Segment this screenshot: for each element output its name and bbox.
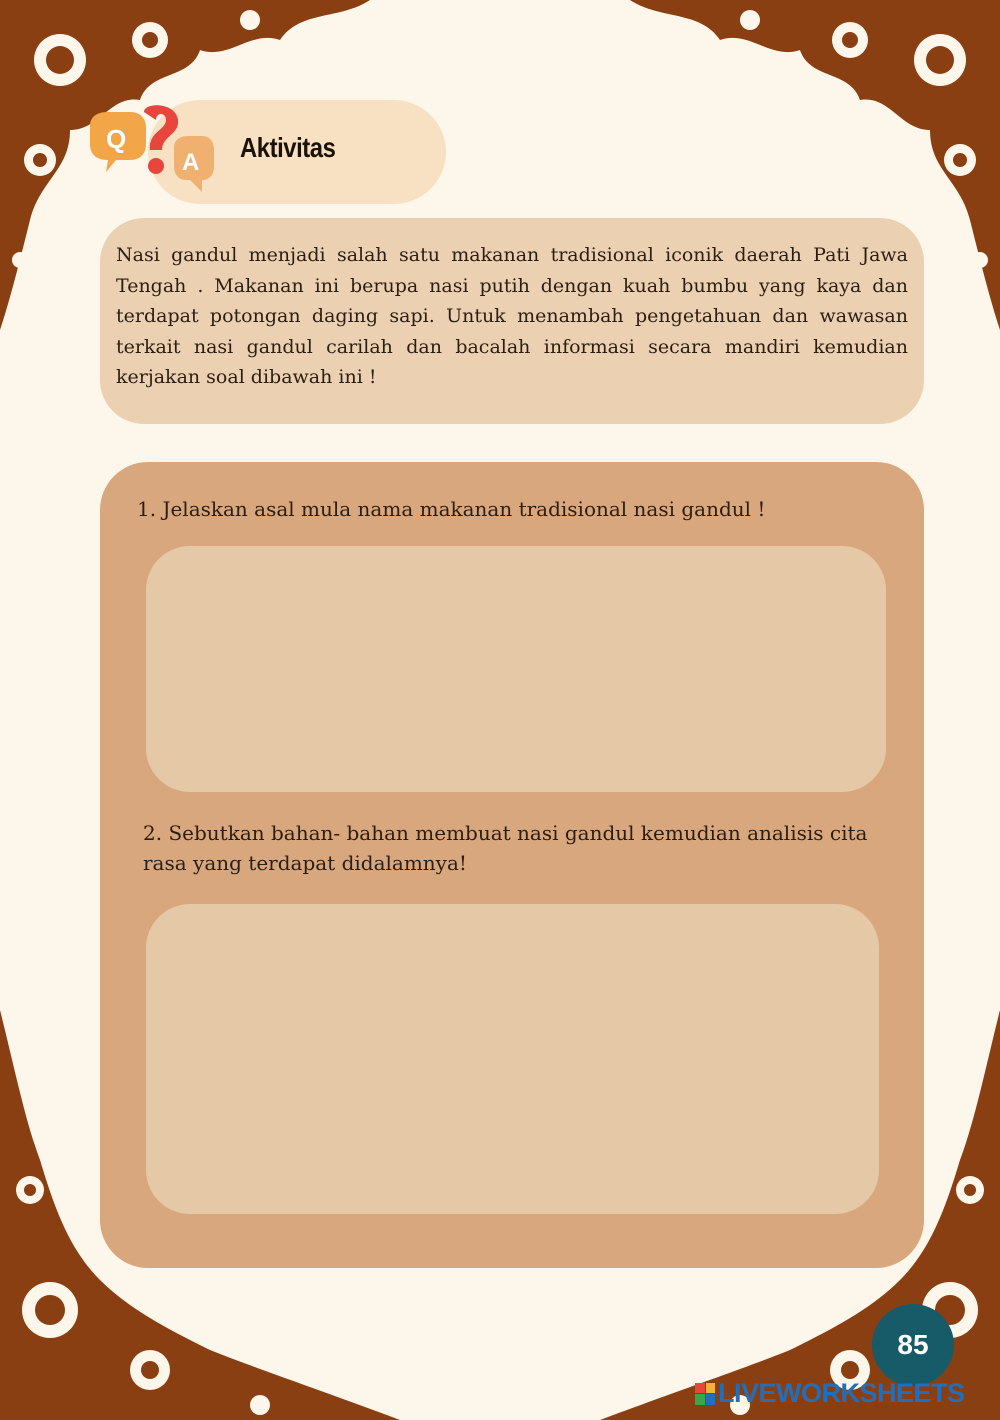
page-title: Aktivitas <box>240 132 336 163</box>
liveworksheets-logo <box>695 1378 965 1409</box>
liveworksheets-text: LIVEWORKSHEETS <box>718 1378 965 1408</box>
qa-letter-a: A <box>182 149 200 176</box>
qa-bubbles-icon <box>86 104 216 204</box>
question-2-text: 2. Sebutkan bahan- bahan membuat nasi gandul kemudian analisis cita rasa yang terdapat didalamnya! <box>143 821 868 875</box>
answer-box-1[interactable] <box>146 546 886 792</box>
page-number-badge: 85 <box>872 1304 954 1386</box>
intro-box <box>100 218 924 424</box>
liveworksheets-mark-icon <box>695 1383 715 1405</box>
question-1-text: 1. Jelaskan asal mula nama makanan tradisional nasi gandul ! <box>137 497 766 521</box>
answer-box-2[interactable] <box>146 904 879 1214</box>
intro-text: Nasi gandul menjadi salah satu makanan tradisional iconik daerah Pati Jawa Tengah . Makanan ini berupa nasi putih dengan kuah bumbu yang kaya dan terdapat potongan daging sapi. Untuk menambah pengetahuan dan wawasan terkait nasi gandul carilah dan bacalah informasi secara mandiri kemudian kerjakan soal dibawah ini ! <box>116 244 908 388</box>
qa-letter-q: Q <box>106 124 127 154</box>
